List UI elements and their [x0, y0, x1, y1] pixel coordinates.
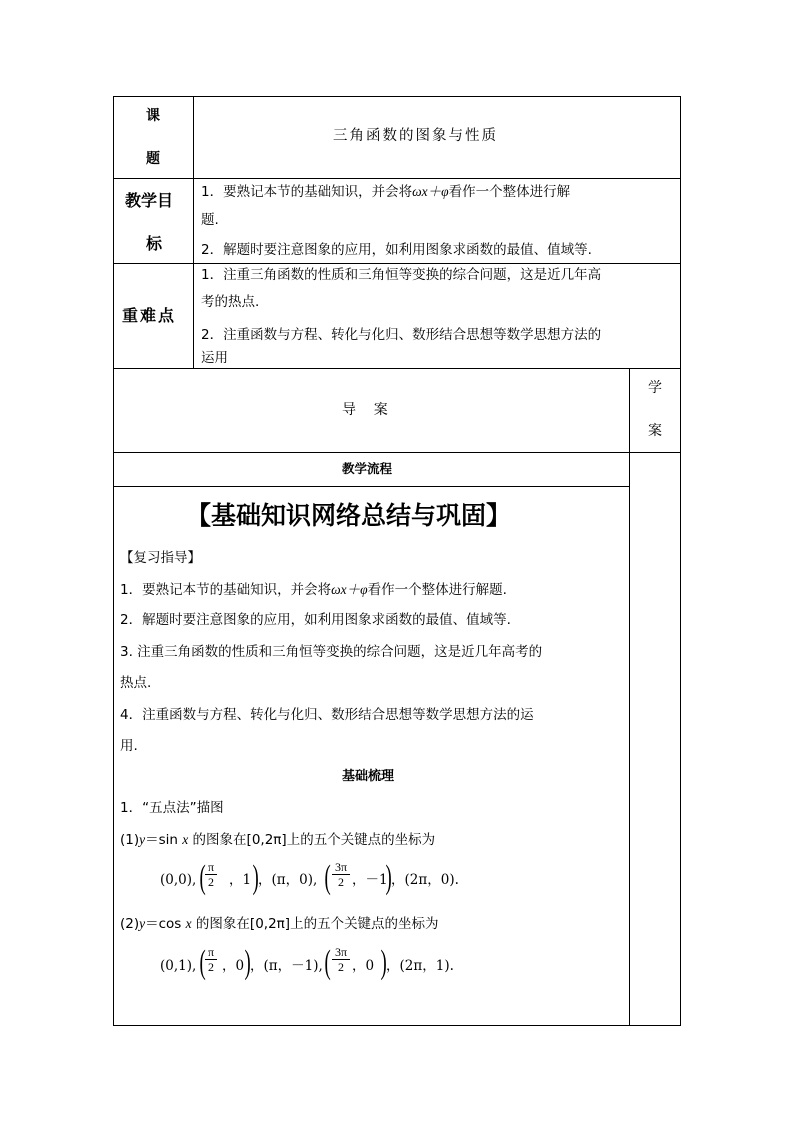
left-paren: ( [199, 859, 206, 896]
review-item-4: 4．注重函数与方程、转化与化归、数形结合思想等数学思想方法的运 [120, 707, 534, 723]
goal-text: 1．要熟记本节的基础知识，并会将 [201, 184, 413, 200]
point-text: ，(2π，0). [391, 872, 459, 888]
left-paren: ( [199, 944, 206, 981]
goal-item-2: 2．解题时要注意图象的应用，如利用图象求函数的最值、值域等. [201, 242, 592, 258]
table-row-divider [113, 178, 681, 179]
table-row-divider [113, 486, 629, 487]
label-text: ＝sin [145, 832, 183, 848]
right-paren: ) [244, 944, 251, 981]
sin-key-points-intro [120, 833, 435, 848]
fraction-pi-over-2 [205, 946, 217, 973]
topic-label: 课 [146, 108, 160, 124]
goal-item-1 [201, 185, 570, 200]
label-text: 的图象在[0,2π]上的五个关键点的坐标为 [188, 832, 436, 848]
table-border-left [113, 96, 114, 1026]
goal-text: 看作一个整体进行解 [448, 184, 571, 200]
review-guide-title: 【复习指导】 [120, 550, 201, 566]
review-item-4-cont: 用. [120, 738, 138, 754]
review-item-2: 2．解题时要注意图象的应用，如利用图象求函数的最值、值域等. [120, 612, 511, 628]
key-point-2: 2．注重函数与方程、转化与化归、数形结合思想等数学思想方法的 [201, 327, 602, 343]
right-paren: ) [385, 859, 392, 896]
fraction-denominator: 2 [338, 875, 344, 889]
left-paren: ( [324, 944, 331, 981]
xuean-heading: 案 [648, 423, 662, 439]
point-text: (0,1), [160, 958, 197, 974]
fraction-denominator: 2 [338, 960, 344, 974]
review-text: 看作一个整体进行解题. [367, 582, 507, 598]
left-paren: ( [324, 859, 331, 896]
table-border-right [680, 96, 681, 1026]
fraction-pi-over-2 [205, 861, 217, 888]
label-text: (1) [120, 832, 140, 848]
variable-y: y [139, 832, 146, 847]
fraction-denominator: 2 [208, 875, 214, 889]
value: 0 [235, 958, 245, 974]
label-text: ＝cos [145, 916, 186, 932]
topic-label: 题 [146, 151, 160, 167]
point-text: ，(π，0), [258, 872, 318, 888]
point-value: ，1 [229, 872, 252, 888]
goals-label: 标 [146, 234, 163, 253]
cos-key-points-intro [120, 917, 439, 932]
table-border-bottom [113, 1025, 681, 1026]
fraction-3pi-over-2 [332, 946, 350, 973]
five-point-method-heading: 1．“五点法”描图 [120, 800, 224, 816]
key-point-1: 1．注重三角函数的性质和三角恒等变换的综合问题，这是近几年高 [201, 267, 602, 283]
point-value: ，－1 [352, 872, 388, 888]
key-points-label: 重难点 [122, 306, 177, 325]
teaching-flow-heading: 教学流程 [342, 461, 393, 476]
math-expression: ωx＋φ [412, 184, 449, 199]
right-paren: ) [252, 859, 259, 896]
fraction-numerator: 3π [334, 945, 348, 959]
variable-x: x [182, 832, 189, 847]
value: 1 [242, 872, 252, 888]
review-item-3: 3. 注重三角函数的性质和三角恒等变换的综合问题，这是近几年高考的 [120, 644, 543, 660]
value: 0 [365, 958, 375, 974]
point-text: ，(2π，1). [386, 958, 454, 974]
basics-subheading: 基础梳理 [342, 769, 395, 784]
fraction-3pi-over-2 [332, 861, 350, 888]
variable-y: y [139, 916, 146, 931]
review-item-1 [120, 583, 507, 598]
table-row-divider [113, 452, 681, 453]
table-border-top [113, 96, 681, 97]
topic-title: 三角函数的图象与性质 [333, 128, 498, 144]
right-paren: ) [380, 944, 387, 981]
value: －1 [365, 872, 388, 888]
point-value: ，0 [222, 958, 245, 974]
key-point-1-cont: 考的热点. [201, 294, 260, 310]
point-value: ，0 [352, 958, 375, 974]
fraction-denominator: 2 [208, 960, 214, 974]
table-col-divider [629, 368, 630, 1026]
goals-label: 教学目 [125, 191, 174, 210]
daoan-heading: 导 案 [342, 402, 388, 418]
label-text: 的图象在[0,2π]上的五个关键点的坐标为 [191, 916, 439, 932]
point-text: (0,0), [160, 872, 197, 888]
fraction-numerator: 3π [334, 860, 348, 874]
xuean-heading: 学 [648, 380, 662, 396]
label-text: (2) [120, 916, 140, 932]
point-text: ，(π，－1), [250, 958, 323, 974]
review-item-3-cont: 热点. [120, 675, 152, 691]
review-text: 1．要熟记本节的基础知识，并会将 [120, 582, 332, 598]
table-col-divider [193, 96, 194, 368]
goal-item-1-cont: 题. [201, 212, 219, 228]
table-row-divider [113, 368, 681, 369]
section-big-title: 【基础知识网络总结与巩固】 [186, 501, 512, 530]
key-point-2-cont: 运用 [201, 350, 228, 366]
math-expression: ωx＋φ [331, 582, 368, 597]
table-row-divider [113, 263, 681, 264]
fraction-numerator: π [207, 945, 215, 959]
variable-x: x [185, 916, 192, 931]
fraction-numerator: π [207, 860, 215, 874]
